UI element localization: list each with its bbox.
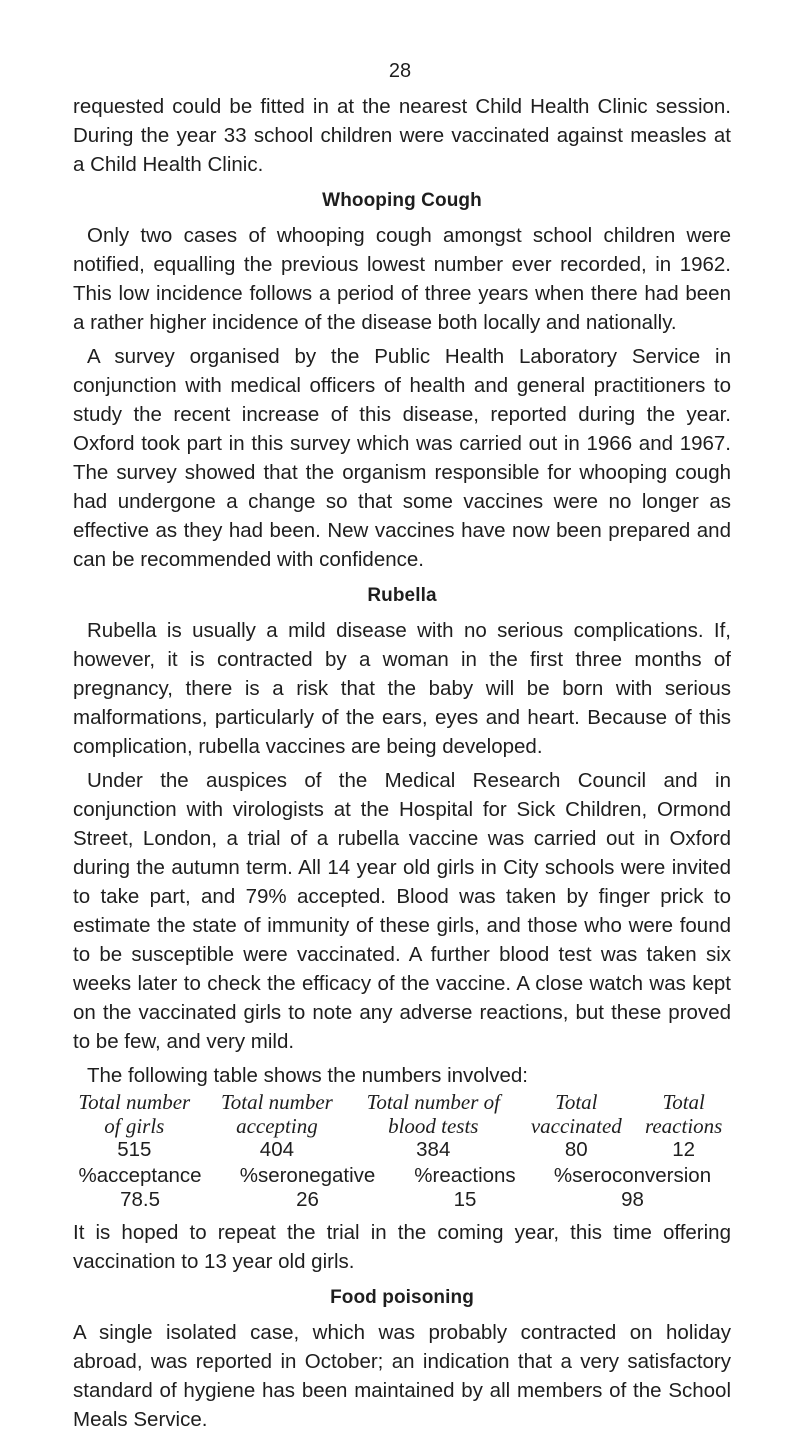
header-total-vaccinated: Total [555,1090,598,1114]
paragraph-rubella-3: It is hoped to repeat the trial in the coming year, this time offering vaccination to 13 year old girls. [73,1221,731,1273]
header-total-accepting-sub: accepting [236,1114,318,1138]
cell-reactions: 12 [672,1138,696,1161]
header-total-girls: Total number [78,1090,191,1114]
paragraph-intro: requested could be fitted in at the nearest Child Health Clinic session. During the year 33 school children were vaccinated against measles at a Child Health Clinic. [73,95,731,176]
paragraph-rubella-1: Rubella is usually a mild disease with no serious complications. If, however, it is contracted by a woman in the first three months of pregnancy, there is a risk that the baby will be born with serious malformations, particularly of the ears, eyes and heart. Because of this complication, rubella vaccines are being developed. [73,619,731,758]
cell-vaccinated: 80 [564,1138,588,1161]
label-reactions: %reactions [414,1164,516,1187]
table-header-row [63,1090,733,1114]
header-total-blood-tests: Total number of [366,1090,500,1114]
heading-food-poisoning: Food poisoning [330,1287,474,1308]
cell-accepting: 404 [259,1138,295,1161]
table-row [63,1138,733,1162]
rubella-trial-table [63,1090,733,1162]
label-seroconversion: %seroconversion [553,1164,712,1187]
cell-blood-tests: 384 [416,1138,451,1161]
header-total-blood-tests-sub: blood tests [388,1114,479,1138]
paragraph-food-1: A single isolated case, which was probably contracted on holiday abroad, was reported in October; an indication that a very satisfactory standard of hygiene has been maintained by all members of the School Meals Service. [73,1321,731,1431]
paragraph-whooping-1: Only two cases of whooping cough amongst school children were notified, equalling the previous lowest number ever recorded, in 1962. This low incidence follows a period of three years when there had been a rather higher incidence of the disease both locally and nationally. [73,224,731,334]
table-header-row [63,1114,733,1138]
heading-rubella: Rubella [367,585,437,606]
value-seroconversion: 98 [621,1188,644,1211]
cell-girls: 515 [117,1138,152,1161]
header-total-reactions: Total [662,1090,705,1114]
heading-whooping-cough: Whooping Cough [322,190,482,211]
value-reactions: 15 [453,1188,477,1211]
document-body [73,92,731,1439]
table-row [63,1188,733,1212]
header-total-girls-sub: of girls [104,1114,165,1138]
value-seronegative: 26 [296,1188,319,1211]
paragraph-table-intro: The following table shows the numbers involved: [87,1064,528,1087]
page-number: 28 [388,60,412,82]
value-acceptance: 78.5 [120,1188,160,1211]
paragraph-rubella-2: Under the auspices of the Medical Research Council and in conjunction with virologists at the Hospital for Sick Children, Ormond Street, London, a trial of a rubella vaccine was carried out in Oxford during the autumn term. All 14 year old girls in City schools were invited to take part, and 79% accepted. Blood was taken by finger prick to estimate the state of immunity of these girls, and those who were found to be susceptible were vaccinated. A further blood test was taken six weeks later to check the efficacy of the vaccine. A close watch was kept on the vaccinated girls to note any adverse reactions, but these proved to be few, and very mild. [73,769,731,1053]
table-row [63,1164,733,1188]
header-total-vaccinated-sub: vaccinated [530,1114,622,1138]
label-seronegative: %seronegative [239,1164,376,1187]
paragraph-whooping-2: A survey organised by the Public Health Laboratory Service in conjunction with medical officers of health and general practitioners to study the recent increase of this disease, reported during the year. Oxford took part in this survey which was carried out in 1966 and 1967. The survey showed that the organism responsible for whooping cough had undergone a change so that some vaccines were no longer as effective as they had been. New vaccines have now been prepared and can be recommended with confidence. [73,345,731,571]
label-acceptance: %acceptance [78,1164,202,1187]
header-total-accepting: Total number [220,1090,333,1114]
rubella-percentage-table [63,1164,733,1212]
header-total-reactions-sub: reactions [644,1114,723,1138]
